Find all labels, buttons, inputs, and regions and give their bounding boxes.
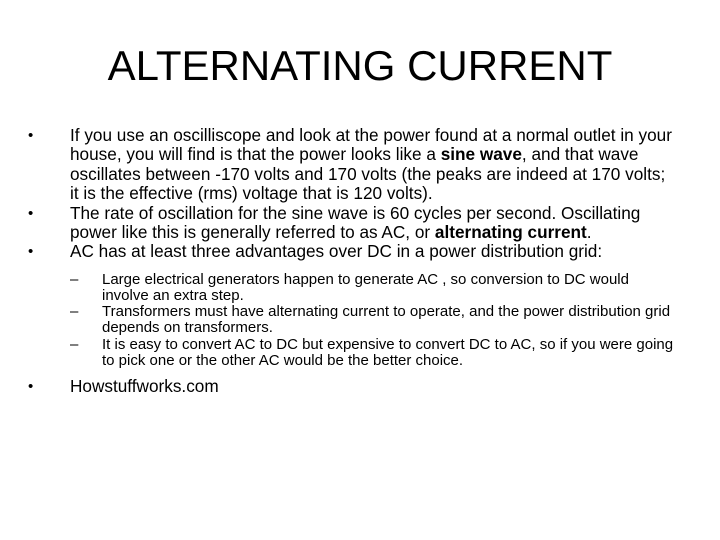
bullet-item-4 [28, 377, 678, 396]
bullet-2-bold: alternating current [434, 222, 587, 243]
bullet-item-1 [28, 126, 678, 204]
bullet-icon: • [28, 378, 34, 396]
bullet-1-text-a: If you use an oscilliscope and look at the power found at a normal outlet in your house, you will find is that the power looks like a [70, 125, 672, 165]
bullet-item-3 [28, 242, 678, 369]
bullet-4-text: Howstuffworks.com [70, 376, 219, 397]
sub-bullet-list [70, 272, 678, 369]
bullet-icon: • [28, 243, 34, 261]
bullet-1-bold: sine wave [440, 144, 522, 165]
bullet-2-text-a: The rate of oscillation for the sine wave is 60 cycles per second. Oscillating power like this is generally referred to as AC, or [70, 202, 641, 243]
sub-bullet-item-2 [70, 304, 678, 336]
sub-bullet-1-text: Large electrical generators happen to generate AC , so conversion to DC would involve an extra step. [102, 270, 629, 305]
sub-bullet-2-text: Transformers must have alternating current to operate, and the power distribution grid depends on transformers. [102, 303, 671, 337]
bullet-3-text: AC has at least three advantages over DC in a power distribution grid: [70, 241, 603, 262]
dash-icon: – [70, 303, 79, 321]
bullet-icon: • [28, 127, 34, 144]
sub-bullet-3-text: It is easy to convert AC to DC but expensive to convert DC to AC, so if you were going to pick one or the other AC would be the better choice. [102, 335, 674, 369]
bullet-2-text-b: . [586, 222, 592, 243]
slide-body [28, 126, 678, 396]
bullet-1-text-b: , and that wave oscillates between -170 volts and 170 volts (the peaks are indeed at 170 volts; it is the effective (rms) voltage that is 120 volts). [70, 144, 666, 204]
bullet-item-2 [28, 204, 678, 243]
bullet-icon: • [28, 204, 34, 222]
slide-title: ALTERNATING CURRENT [107, 42, 613, 89]
sub-bullet-item-3 [70, 337, 678, 369]
dash-icon: – [70, 270, 79, 288]
dash-icon: – [70, 335, 79, 353]
sub-bullet-item-1 [70, 272, 678, 304]
